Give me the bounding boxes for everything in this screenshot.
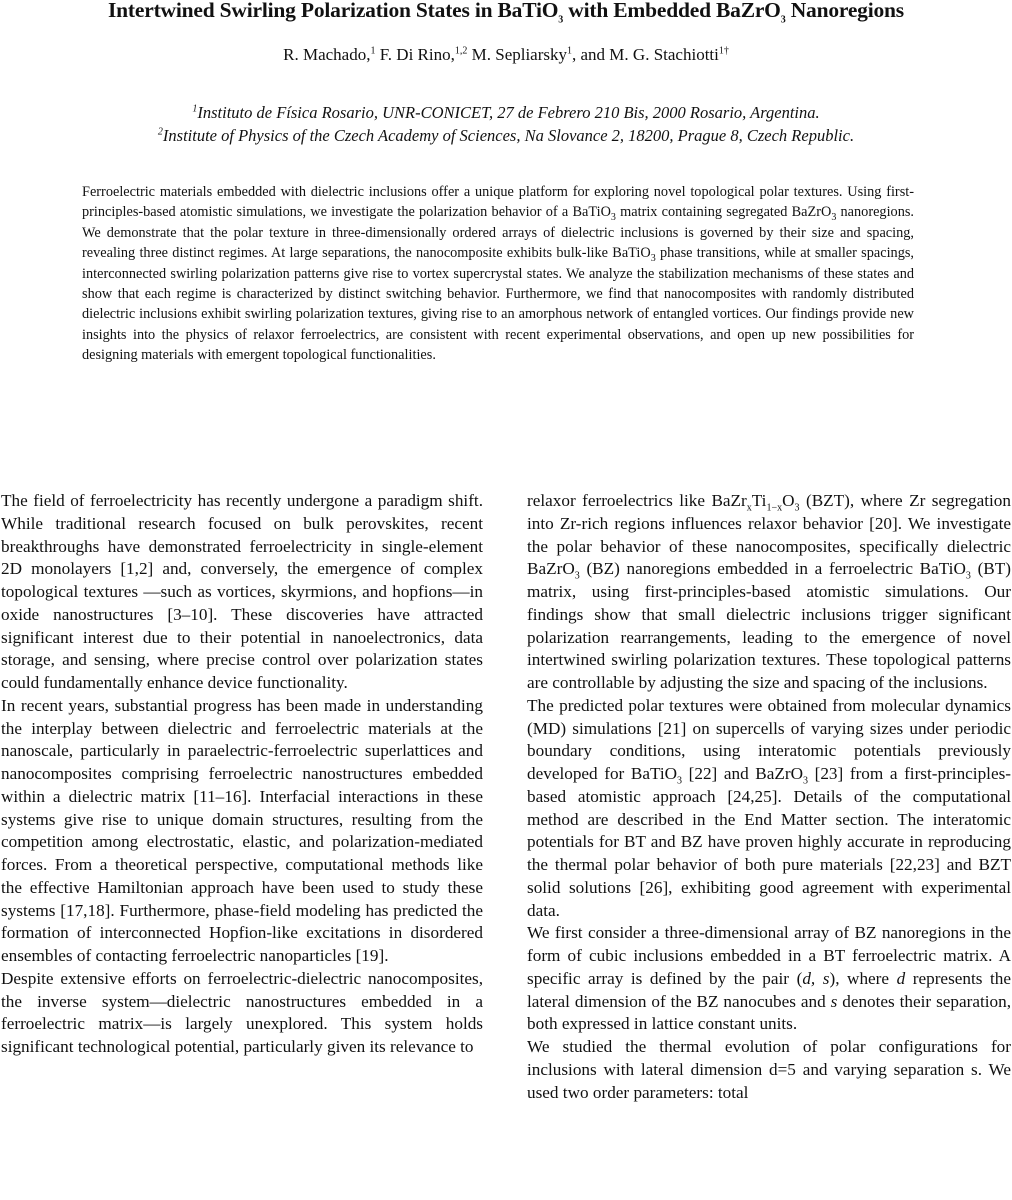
paragraph: The predicted polar textures were obtained from molecular dynamics (MD) simulations [21] on supercells of varying sizes under periodic boundary conditions, using interatomic potentials previously developed for BaTiO$_3$ [22] and BaZrO$_3$ [23] from a first-principles-based atomistic approach [24,25]. Details of the computational method are described in the End Matter section. The interatomic potentials for BT and BZ have proven highly accurate in reproducing the thermal polar behavior of both pure materials [22,23] and BZT solid solutions [26], exhibiting good agreement with experimental data. [527,695,1011,920]
abstract: Ferroelectric materials embedded with dielectric inclusions offer a unique platform for exploring novel topological polar textures. Using first-principles-based atomistic simulations, we investigate the polarization behavior of a BaTiO$_3$ matrix containing segregated BaZrO$_3$ nanoregions. We demonstrate that the polar texture in three-dimensionally ordered arrays of dielectric inclusions is governed by their size and spacing, revealing three distinct regimes. At large separations, the nanocomposite exhibits bulk-like BaTiO$_3$ phase transitions, while at smaller spacings, interconnected swirling polarization patterns give rise to vortex supercrystal states. We analyze the stabilization mechanisms of these states and show that each regime is characterized by distinct switching behavior. Furthermore, we find that nanocomposites with randomly distributed dielectric inclusions exhibit swirling polarization textures, giving rise to an amorphous network of entangled vortices. Our findings provide new insights into the physics of relaxor ferroelectrics, are consistent with recent experimental observations, and open up new possibilities for designing materials with emergent topological functionalities. [82,184,914,364]
left-column [1,490,483,1059]
paragraph: We studied the thermal evolution of polar configurations for inclusions with lateral dimension d=5 and varying separation s. We used two order parameters: total [527,1037,1011,1102]
paper-title: Intertwined Swirling Polarization States in BaTiO$_3$ with Embedded BaZrO$_3$ Nanoregions [108,0,904,26]
right-column [527,490,1011,1104]
paragraph: In recent years, substantial progress has been made in understanding the interplay between dielectric and ferroelectric materials at the nanoscale, particularly in paraelectric-ferroelectric superlattices and nanocomposites comprising ferroelectric nanostructures embedded within a dielectric matrix [11–16]. Interfacial interactions in these systems give rise to unique domain structures, resulting from the competition among electrostatic, elastic, and polarization-mediated forces. From a theoretical perspective, computational methods like the effective Hamiltonian approach have been used to study these systems [17,18]. Furthermore, phase-field modeling has predicted the formation of interconnected Hopfion-like excitations in disordered ensembles of contacting ferroelectric nanoparticles [19]. [1,695,483,965]
paragraph: We first consider a three-dimensional array of BZ nanoregions in the form of cubic inclusions embedded in a BT ferroelectric matrix. A specific array is defined by the pair (d, s), where d represents the lateral dimension of the BZ nanocubes and s denotes their separation, both expressed in lattice constant units. [527,923,1011,1034]
affiliation-2: $^2$Institute of Physics of the Czech Academy of Sciences, Na Slovance 2, 18200, Prague 8, Czech Republic. [157,126,855,145]
paragraph: Despite extensive efforts on ferroelectric-dielectric nanocomposites, the inverse system—dielectric nanostructures embedded in a ferroelectric matrix—is largely unexplored. This system holds significant technological potential, particularly given its relevance to [1,968,483,1056]
paragraph: relaxor ferroelectrics like $BaZr_xTi_{1-x}O_3$ (BZT), where Zr segregation into Zr-rich regions influences relaxor behavior [20]. We investigate the polar behavior of these nanocomposites, specifically dielectric BaZrO$_3$ (BZ) nanoregions embedded in a ferroelectric BaTiO$_3$ (BT) matrix, using first-principles-based atomistic simulations. Our findings show that small dielectric inclusions trigger significant polarization rearrangements, leading to the emergence of novel intertwined swirling polarization textures. These topological patterns are controllable by adjusting the size and spacing of the inclusions. [527,491,1011,692]
paragraph: The field of ferroelectricity has recently undergone a paradigm shift. While traditional research focused on bulk perovskites, recent breakthroughs have demonstrated ferroelectricity in single-element 2D monolayers [1,2] and, conversely, the emergence of complex topological textures —such as vortices, skyrmions, and hopfions—in oxide nanostructures [3–10]. These discoveries have attracted significant interest due to their potential in nanoelectronics, data storage, and sensing, where precise control over polarization states could fundamentally enhance device functionality. [1,491,483,692]
affiliation-1: $^1$Instituto de Física Rosario, UNR-CONICET, 27 de Febrero 210 Bis, 2000 Rosario, Argentina. [192,103,820,122]
author-list: R. Machado,$^1$ F. Di Rino,$^{1,2}$ M. Sepliarsky$^1$, and M. G. Stachiotti$^{1\dagger}$ [283,45,729,64]
